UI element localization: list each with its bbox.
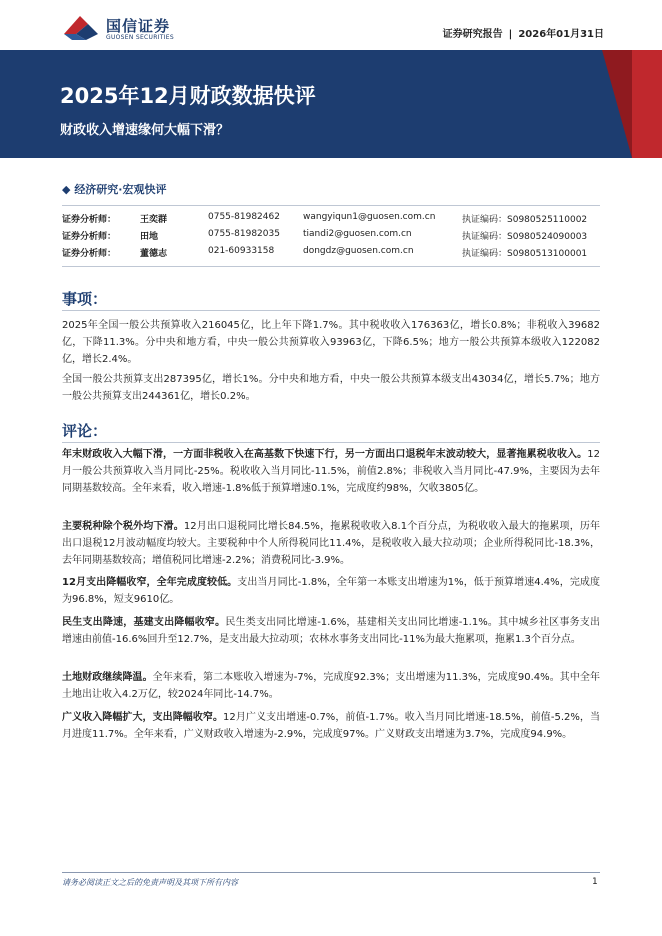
footer-disclaimer: 请务必阅读正文之后的免责声明及其项下所有内容 [62, 878, 238, 887]
report-subtitle: 财政收入增速缘何大幅下滑？ [60, 123, 230, 138]
comment-body: 12月一般公共预算收入当月同比-25%。税收收入当月同比-11.5%，前值2.8%；非税收入当月同比-47.9%，主要因为去年同期基数较高。全年来看，收入增速-1.8%低于预算增速0.1%，完成度约98%，欠收3805亿。 [62, 449, 600, 494]
event-paragraph-1: 2025年全国一般公共预算收入216045亿，比上年下降1.7%。其中税收收入176363亿，增长0.8%；非税收入39682亿，下降11.3%。分中央和地方看，中央一般公共预算收入93963亿，下降6.5%；地方一般公共预算本级收入122082亿，增长2.4%。 [62, 320, 600, 365]
comment-body: 12月广义支出增速-0.7%，前值-1.7%。收入当月同比增速-18.5%，前值-5.2%，当月进度11.7%。全年来看，广义财政收入增速为-2.9%，完成度97%。广义财政支出增速为3.7%，完成度94.9%。 [62, 712, 600, 740]
comment-body: 民生类支出同比增速-1.6%，基建相关支出同比增速-1.1%。其中城乡社区事务支出增速由前值-16.6%回升至12.7%，是支出最大拉动项；农林水事务支出同比-11%为最大拖累项，拖累1.3个百分点。 [62, 617, 601, 645]
comment-paragraph [62, 614, 600, 648]
diamond-bullet-icon: ◆ [62, 183, 71, 196]
category-label: 经济研究·宏观快评 [74, 183, 167, 196]
section-comments-title: 评论： [62, 422, 108, 440]
analyst-name: 田地 [140, 232, 159, 242]
section-divider [62, 442, 600, 443]
analyst-email: tiandi2@guosen.com.cn [303, 229, 412, 239]
comment-paragraph [62, 574, 600, 608]
section-divider [62, 310, 600, 311]
logo-english-name: GUOSEN SECURITIES [106, 34, 175, 41]
comment-paragraph [62, 446, 600, 497]
report-date: 2026年01月31日 [518, 29, 604, 40]
analyst-role: 证券分析师： [62, 232, 117, 242]
analyst-cert: 执证编码：S0980513100001 [462, 249, 588, 259]
divider [62, 266, 600, 267]
analyst-cert: 执证编码：S0980524090003 [462, 232, 588, 242]
analyst-table [62, 212, 600, 263]
comment-lead: 民生支出降速，基建支出降幅收窄。 [62, 617, 226, 628]
analyst-name: 董德志 [140, 249, 168, 259]
analyst-role: 证券分析师： [62, 215, 117, 225]
analyst-phone: 0755-81982462 [208, 212, 280, 222]
comment-lead: 主要税种除个税外均下滑。 [62, 521, 184, 532]
page-number: 1 [592, 877, 598, 887]
report-type: 证券研究报告 [442, 29, 503, 40]
comment-body: 全年来看，第二本账收入增速为-7%，完成度92.3%；支出增速为11.3%，完成度90.4%。其中全年土地出让收入4.2万亿，较2024年同比-14.7%。 [62, 672, 601, 700]
analyst-row [62, 212, 600, 229]
event-paragraph-2: 全国一般公共预算支出287395亿，增长1%。分中央和地方看，中央一般公共预算本级支出43034亿，增长5.7%；地方一般公共预算支出244361亿，增长0.2%。 [62, 374, 600, 402]
analyst-name: 王奕群 [140, 215, 168, 225]
comment-body: 12月出口退税同比增长84.5%，拖累税收收入8.1个百分点，为税收收入最大的拖累项，历年出口退税12月波动幅度均较大。主要税种中个人所得税同比11.4%，是税收收入最大拉动项；企业所得税同比-18.3%，去年同期基数较高；增值税同比增速-2.2%；消费税同比-3.9%。 [62, 521, 601, 566]
comment-paragraph [62, 518, 600, 569]
report-category [62, 181, 167, 197]
guosen-logo-icon [62, 12, 100, 42]
analyst-phone: 021-60933158 [208, 246, 275, 256]
analyst-row [62, 229, 600, 246]
banner-accent-dark [602, 50, 632, 158]
header-separator: | [508, 29, 513, 40]
header-meta [443, 25, 604, 40]
analyst-email: dongdz@guosen.com.cn [303, 246, 414, 256]
divider [62, 205, 600, 206]
analyst-email: wangyiqun1@guosen.com.cn [303, 212, 436, 222]
report-title: 2025年12月财政数据快评 [60, 84, 316, 108]
analyst-phone: 0755-81982035 [208, 229, 280, 239]
comment-paragraph [62, 669, 600, 703]
footer-divider [62, 872, 600, 873]
comment-paragraph [62, 709, 600, 743]
comment-lead: 年末财政收入大幅下滑，一方面非税收入在高基数下快速下行，另一方面出口退税年末波动较大，显著拖累税收收入。 [62, 449, 588, 460]
comment-lead: 12月支出降幅收窄，全年完成度较低。 [62, 577, 238, 588]
section-events-title: 事项： [62, 290, 108, 308]
comment-lead: 土地财政继续降温。 [62, 672, 153, 683]
comment-lead: 广义收入降幅扩大，支出降幅收窄。 [62, 712, 224, 723]
logo-chinese-name: 国信证券 [106, 17, 171, 35]
analyst-cert: 执证编码：S0980525110002 [462, 215, 588, 225]
analyst-role: 证券分析师： [62, 249, 117, 259]
comment-body: 支出当月同比-1.8%，全年第一本账支出增速为1%，低于预算增速4.4%，完成度为96.8%，短支9610亿。 [62, 577, 600, 605]
page-header [0, 0, 662, 50]
analyst-row [62, 246, 600, 263]
banner-accent-red [632, 50, 662, 158]
